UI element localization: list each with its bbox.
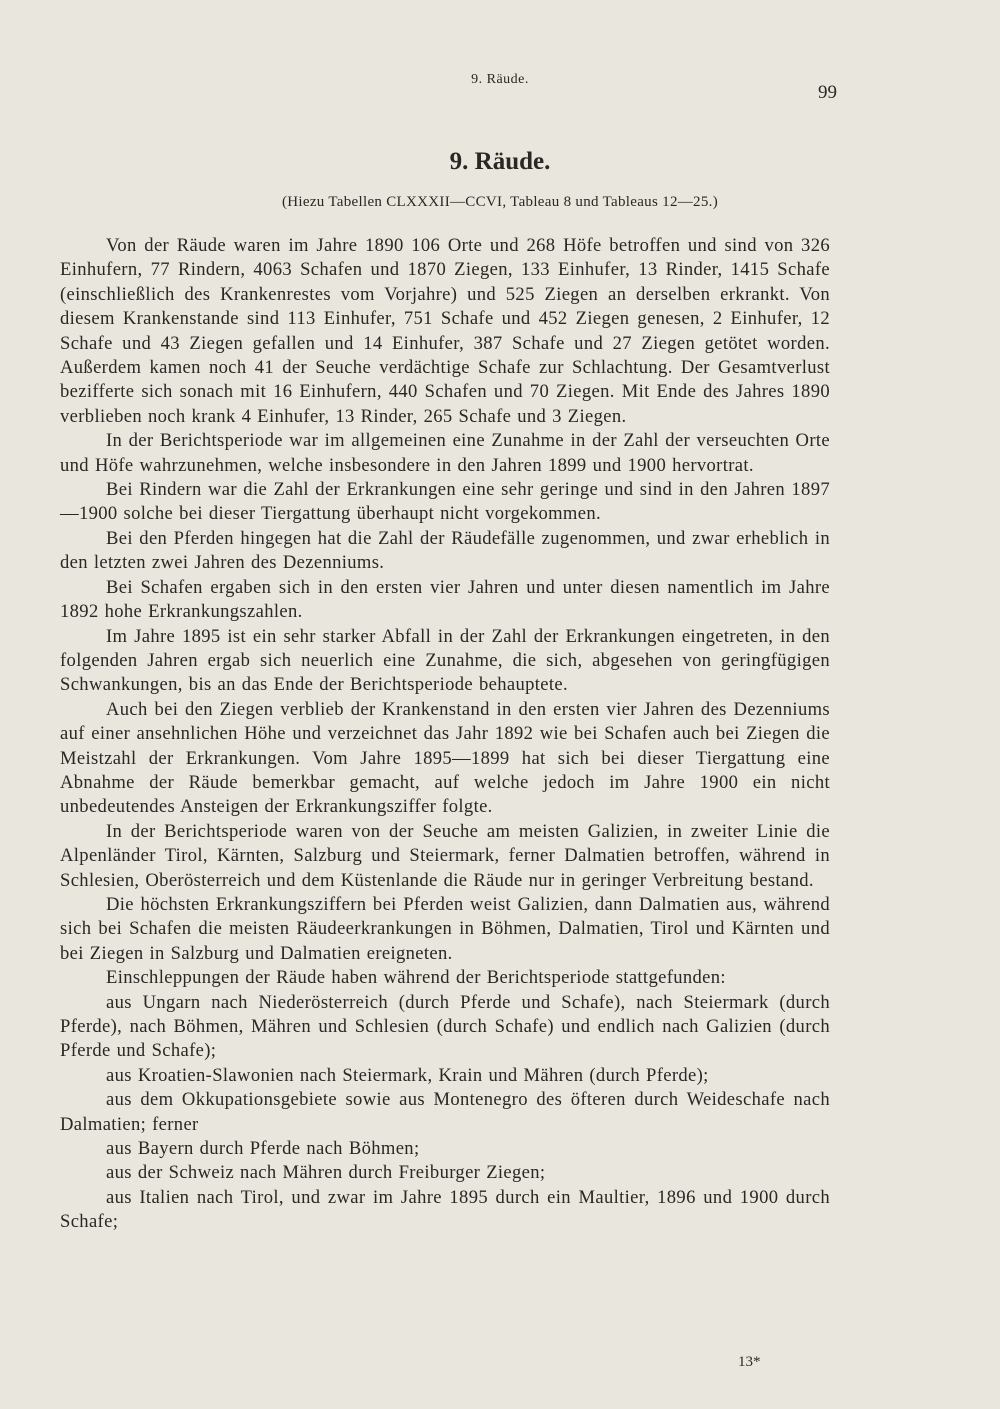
chapter-title: 9. Räude. xyxy=(449,148,551,175)
list-item: aus Bayern durch Pferde nach Böhmen; xyxy=(106,1138,420,1160)
paragraph: Bei Schafen ergaben sich in den ersten vier Jahren und unter diesen namentlich im Jahre 1892 hohe Erkrankungszahlen. xyxy=(60,576,830,623)
body-text xyxy=(60,234,830,1235)
paragraph: Einschleppungen der Räude haben während der Berichtsperiode stattgefunden: xyxy=(106,967,726,989)
signature-mark: 13* xyxy=(738,1354,761,1370)
paragraph: Bei Rindern war die Zahl der Erkrankungen eine sehr geringe und sind in den Jahren 1897—1900 solche bei dieser Tiergattung überhaupt nicht vorgekommen. xyxy=(60,479,830,525)
list-item: aus der Schweiz nach Mähren durch Freiburger Ziegen; xyxy=(106,1162,546,1184)
chapter-subtitle: (Hiezu Tabellen CLXXXII—CCVI, Tableau 8 und Tableaus 12—25.) xyxy=(281,194,718,210)
paragraph: Von der Räude waren im Jahre 1890 106 Orte und 268 Höfe betroffen und sind von 326 Einhufern, 77 Rindern, 4063 Schafen und 1870 Ziegen, 133 Einhufer, 13 Rinder, 1415 Schafe (einschließlich des Krankenrestes vom Vorjahre) und 525 Ziegen an derselben erkrankt. Von diesem Krankenstande sind 113 Einhufer, 751 Schafe und 452 Ziegen genesen, 2 Einhufer, 12 Schafe und 43 Ziegen gefallen und 14 Einhufer, 387 Schafe und 27 Ziegen getötet worden. Außerdem kamen noch 41 der Seuche verdächtige Schafe zur Schlachtung. Der Gesamtverlust bezifferte sich sonach mit 16 Einhufern, 440 Schafen und 70 Ziegen. Mit Ende des Jahres 1890 verblieben noch krank 4 Einhufer, 13 Rinder, 265 Schafe und 3 Ziegen. xyxy=(60,235,830,427)
list-item: aus Italien nach Tirol, und zwar im Jahre 1895 durch ein Maultier, 1896 und 1900 durch Schafe; xyxy=(60,1186,830,1233)
paragraph: In der Berichtsperiode war im allgemeinen eine Zunahme in der Zahl der verseuchten Orte und Höfe wahrzunehmen, welche insbesondere in den Jahren 1899 und 1900 hervortrat. xyxy=(60,430,830,476)
paragraph: In der Berichtsperiode waren von der Seuche am meisten Galizien, in zweiter Linie die Alpenländer Tirol, Kärnten, Salzburg und Steiermark, ferner Dalmatien betroffen, während in Schlesien, Oberösterreich und dem Küstenlande die Räude nur in geringer Verbreitung bestand. xyxy=(60,820,830,891)
list-item: aus dem Okkupationsgebiete sowie aus Montenegro des öfteren durch Weideschafe nach Dalmatien; ferner xyxy=(60,1089,830,1135)
list-item: aus Ungarn nach Niederösterreich (durch Pferde und Schafe), nach Steiermark (durch Pferde), nach Böhmen, Mähren und Schlesien (durch Schafe) und endlich nach Galizien (durch Pferde und Schafe); xyxy=(60,991,830,1062)
running-head: 9. Räude. xyxy=(471,72,529,87)
paragraph: Bei den Pferden hingegen hat die Zahl der Räudefälle zugenommen, und zwar erheblich in den letzten zwei Jahren des Dezenniums. xyxy=(60,527,830,574)
list-item: aus Kroatien-Slawonien nach Steiermark, Krain und Mähren (durch Pferde); xyxy=(106,1064,709,1086)
paragraph: Die höchsten Erkrankungsziffern bei Pferden weist Galizien, dann Dalmatien aus, während sich bei Schafen die meisten Räudeerkrankungen in Böhmen, Dalmatien, Tirol und Kärnten und bei Ziegen in Salzburg und Dalmatien ereigneten. xyxy=(60,893,830,964)
page-number: 99 xyxy=(818,82,837,103)
paragraph: Auch bei den Ziegen verblieb der Krankenstand in den ersten vier Jahren des Dezenniums auf einer ansehnlichen Höhe und verzeichnet das Jahr 1892 wie bei Schafen auch bei Ziegen die Meistzahl der Erkrankungen. Vom Jahre 1895—1899 hat sich bei dieser Tiergattung eine Abnahme der Räude bemerkbar gemacht, auf welche jedoch im Jahre 1900 ein nicht unbedeutendes Ansteigen der Erkrankungsziffer folgte. xyxy=(60,698,830,818)
paragraph: Im Jahre 1895 ist ein sehr starker Abfall in der Zahl der Erkrankungen eingetreten, in den folgenden Jahren ergab sich neuerlich eine Zunahme, die sich, abgesehen von geringfügigen Schwankungen, bis an das Ende der Berichtsperiode behauptete. xyxy=(60,625,830,696)
